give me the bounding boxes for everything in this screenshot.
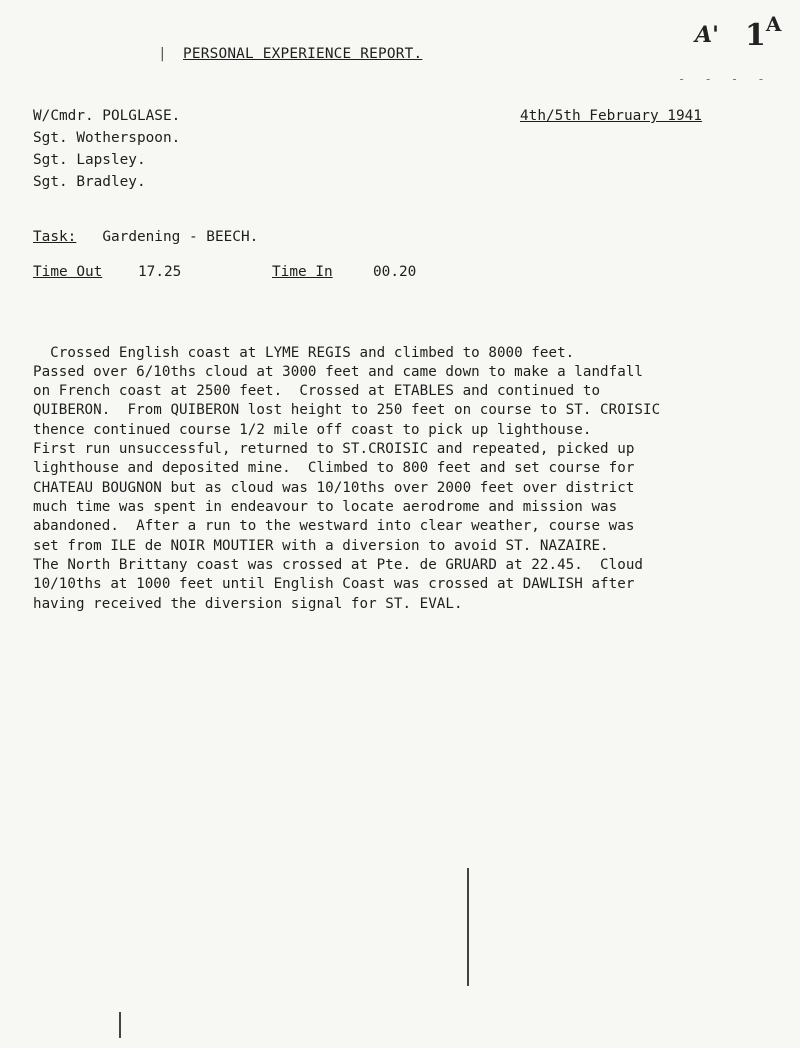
report-date: 4th/5th February 1941 [520, 108, 702, 124]
report-line: set from ILE de NOIR MOUTIER with a diversion to avoid ST. NAZAIRE. [33, 538, 609, 554]
header-dots: - - - - [678, 72, 771, 86]
task-line [33, 229, 258, 246]
report-line: thence continued course 1/2 mile off coast to pick up lighthouse. [33, 422, 592, 438]
report-line: Crossed English coast at LYME REGIS and climbed to 8000 feet. [33, 345, 575, 361]
page-reference-letter: A [765, 12, 782, 36]
report-line: abandoned. After a run to the westward into clear weather, course was [33, 518, 635, 534]
crew-member: Sgt. Wotherspoon. [33, 130, 181, 146]
reference-mark: A' [695, 22, 719, 48]
margin-rule [467, 868, 469, 986]
report-line: 10/10ths at 1000 feet until English Coast was crossed at DAWLISH after [33, 576, 635, 592]
report-line: QUIBERON. From QUIBERON lost height to 250 feet on course to ST. CROISIC [33, 402, 661, 418]
report-line: much time was spent in endeavour to locate aerodrome and mission was [33, 499, 618, 515]
time-in-label: Time In [272, 264, 333, 280]
report-line: CHATEAU BOUGNON but as cloud was 10/10ths over 2000 feet over district [33, 480, 635, 496]
page-reference-number: 1 [745, 18, 766, 53]
crew-member: W/Cmdr. POLGLASE. [33, 108, 181, 124]
task-value: Gardening - BEECH. [102, 229, 259, 245]
time-out-label: Time Out [33, 264, 103, 280]
time-out-value: 17.25 [138, 264, 182, 280]
margin-rule [119, 1012, 121, 1038]
margin-tick: | [158, 46, 167, 62]
report-line: The North Brittany coast was crossed at Pte. de GRUARD at 22.45. Cloud [33, 557, 644, 573]
report-line: on French coast at 2500 feet. Crossed at ETABLES and continued to [33, 383, 601, 399]
time-in-value: 00.20 [373, 264, 417, 280]
report-line: lighthouse and deposited mine. Climbed to 800 feet and set course for [33, 460, 635, 476]
report-line: First run unsuccessful, returned to ST.CROISIC and repeated, picked up [33, 441, 635, 457]
crew-member: Sgt. Lapsley. [33, 152, 146, 168]
report-line: having received the diversion signal for ST. EVAL. [33, 596, 463, 612]
page-reference [745, 12, 782, 53]
report-line: Passed over 6/10ths cloud at 3000 feet and came down to make a landfall [33, 364, 644, 380]
report-title: PERSONAL EXPERIENCE REPORT. [183, 46, 423, 62]
task-label: Task: [33, 229, 77, 245]
crew-member: Sgt. Bradley. [33, 174, 146, 190]
